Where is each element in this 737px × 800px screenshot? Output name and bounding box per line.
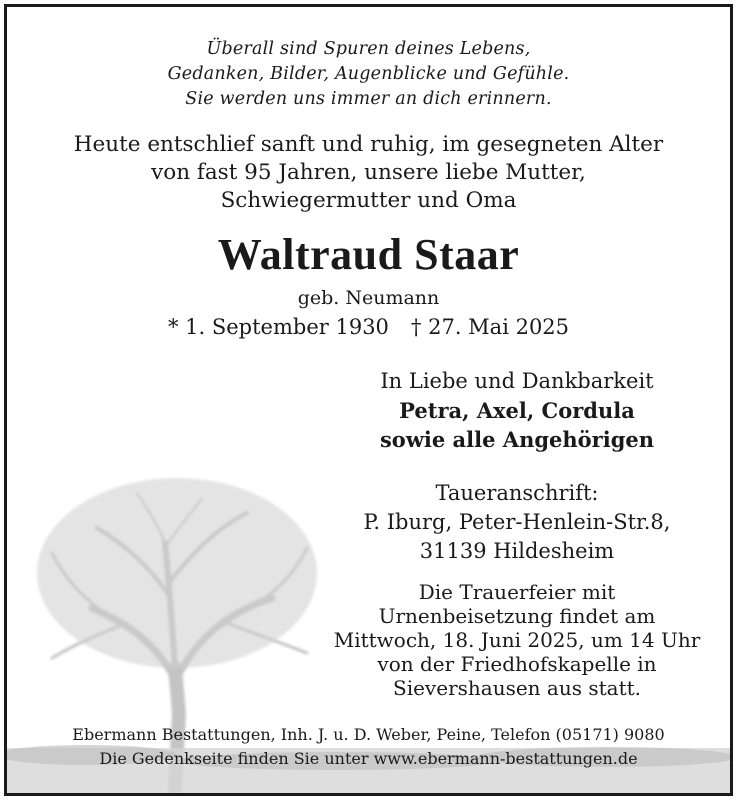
- intro-line-2: von fast 95 Jahren, unsere liebe Mutter,: [151, 160, 586, 185]
- deceased-name: Waltraud Staar: [217, 230, 520, 279]
- ceremony-line-5: Sievershausen aus statt.: [393, 676, 641, 700]
- mourners-others: sowie alle Angehörigen: [379, 427, 655, 452]
- maiden-name: geb. Neumann: [297, 287, 440, 309]
- mourners-intro: In Liebe und Dankbarkeit: [380, 369, 654, 393]
- undertaker-info: Ebermann Bestattungen, Inh. J. u. D. Weber, Peine, Telefon (05171) 9080: [72, 725, 665, 744]
- memorial-website: Die Gedenkseite finden Sie unter www.ebermann-bestattungen.de: [99, 749, 638, 768]
- mourners-names: Petra, Axel, Cordula: [399, 398, 635, 423]
- verse-line-1: Überall sind Spuren deines Lebens,: [206, 39, 531, 59]
- death-date: † 27. Mai 2025: [410, 315, 570, 339]
- ceremony-line-2: Urnenbeisetzung findet am: [378, 604, 656, 628]
- address-city: 31139 Hildesheim: [419, 539, 615, 563]
- birth-date: * 1. September 1930: [167, 315, 389, 339]
- verse-line-3: Sie werden uns immer an dich erinnern.: [185, 89, 552, 109]
- ceremony-line-3: Mittwoch, 18. Juni 2025, um 14 Uhr: [333, 628, 701, 652]
- address-label: Taueranschrift:: [435, 481, 599, 505]
- ceremony-line-1: Die Trauerfeier mit: [418, 580, 616, 604]
- life-dates: [7, 315, 730, 339]
- intro-line-3: Schwiegermutter und Oma: [220, 188, 517, 213]
- verse-line-2: Gedanken, Bilder, Augenblicke und Gefühle.: [167, 64, 570, 84]
- ceremony-line-4: von der Friedhofskapelle in: [377, 652, 657, 676]
- obituary-notice: [4, 4, 733, 796]
- address-street: P. Iburg, Peter-Henlein-Str.8,: [363, 510, 671, 534]
- intro-line-1: Heute entschlief sanft und ruhig, im gesegneten Alter: [73, 132, 664, 157]
